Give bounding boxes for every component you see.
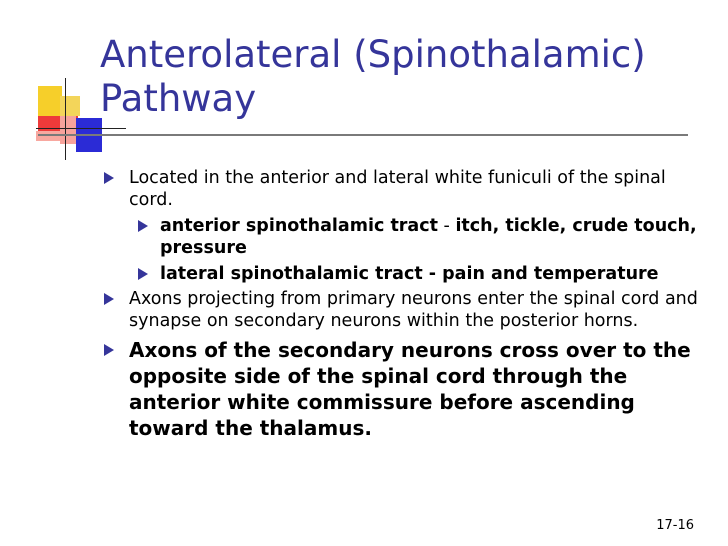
- bullet-item-emphasis: [100, 337, 700, 441]
- sub-bullet-term: anterior spinothalamic tract: [160, 216, 438, 236]
- bullet-text: Axons projecting from primary neurons enter the spinal cord and synapse on secondary neurons within the posterior horns.: [129, 289, 698, 331]
- sub-bullet-separator: -: [437, 216, 456, 236]
- bullet-item: [100, 288, 700, 332]
- sub-bullet-item: [100, 263, 700, 285]
- bullet-text: Axons of the secondary neurons cross over to the opposite side of the spinal cord through the anterior white commissure before ascending toward the thalamus.: [129, 338, 691, 440]
- title-divider: [38, 134, 688, 136]
- decor-yellow-square: [38, 86, 62, 118]
- bullet-arrow-icon: [138, 220, 148, 232]
- bullet-arrow-icon: [104, 172, 114, 184]
- sub-bullet-item: [100, 215, 700, 259]
- slide-number: 17-16: [656, 518, 694, 533]
- bullet-arrow-icon: [104, 344, 114, 356]
- sub-bullet-text: itch, tickle, crude touch, pressure: [160, 216, 697, 258]
- decor-yellow-square-small: [60, 96, 80, 116]
- sub-bullet-text: lateral spinothalamic tract - pain and temperature: [160, 264, 659, 284]
- decor-vertical-line: [65, 78, 66, 160]
- slide-title: Anterolateral (Spinothalamic) Pathway: [100, 33, 646, 120]
- bullet-arrow-icon: [104, 293, 114, 305]
- bullet-item: [100, 167, 700, 211]
- bullet-arrow-icon: [138, 268, 148, 280]
- bullet-text: Located in the anterior and lateral white funiculi of the spinal cord.: [129, 168, 666, 210]
- decor-horizontal-line: [36, 128, 126, 129]
- decor-pink-square: [60, 116, 76, 144]
- slide-body: [100, 167, 700, 441]
